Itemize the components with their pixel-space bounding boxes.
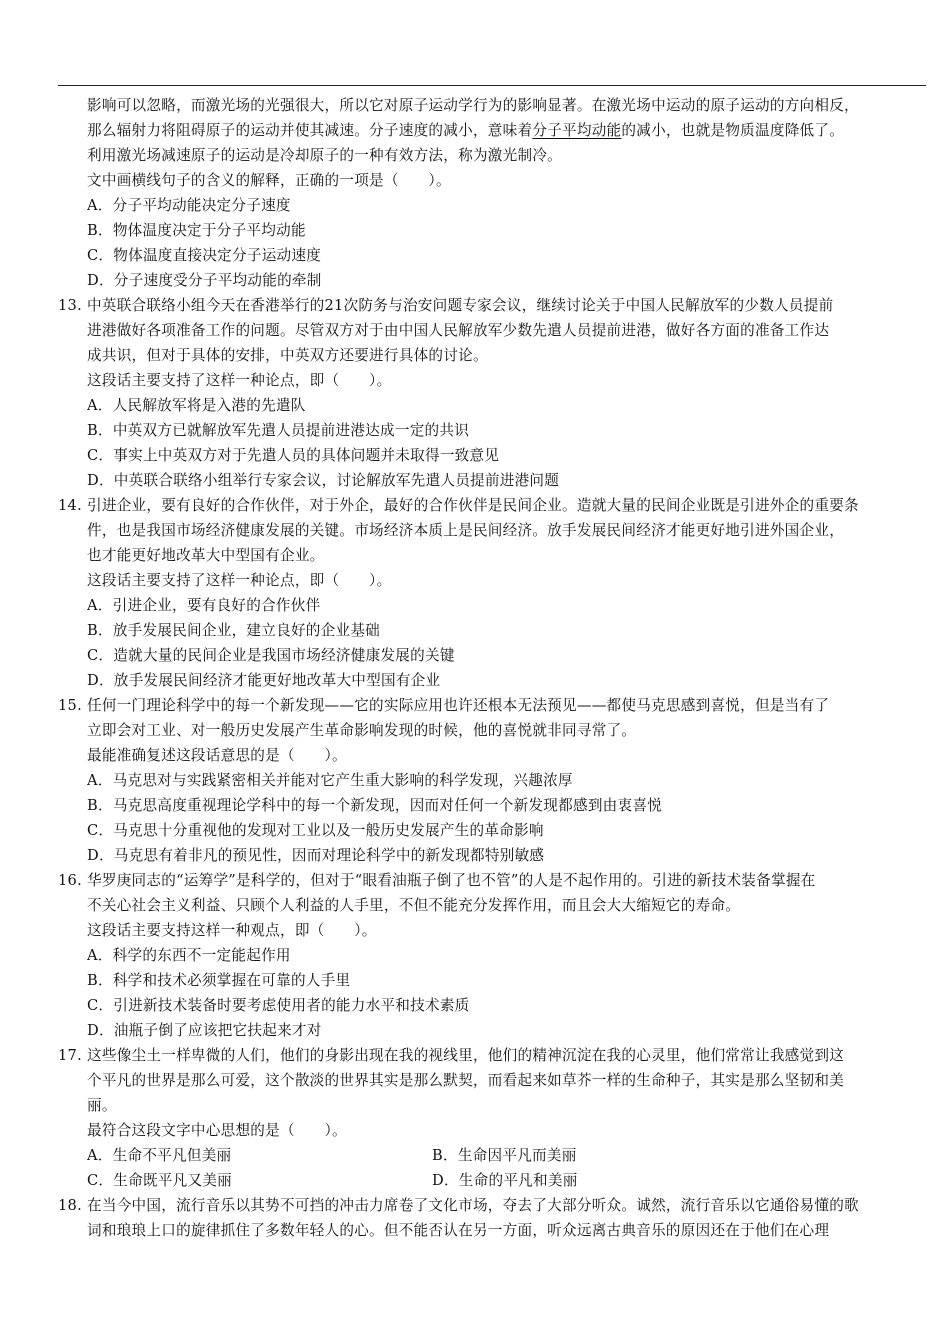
passage-line: 成共识，但对于具体的安排，中英双方还要进行具体的讨论。 [87, 347, 488, 364]
passage-line: 在当今中国，流行音乐以其势不可挡的冲击力席卷了文化市场，夺去了大部分听众。诚然，流行音乐以它通俗易懂的歌 [87, 1197, 859, 1214]
option-b: B．放手发展民间企业，建立良好的企业基础 [87, 622, 381, 639]
passage-line-part: 那么辐射力将阻碍原子的运动并使其减速。分子速度的减小，意味着 [87, 122, 533, 139]
option-c: C．造就大量的民间企业是我国市场经济健康发展的关键 [87, 647, 455, 664]
option-a: A．引进企业，要有良好的合作伙伴 [87, 597, 321, 614]
option-a: A．人民解放军将是入港的先遣队 [87, 397, 306, 414]
option-a: A．马克思对与实践紧密相关并能对它产生重大影响的科学发现，兴趣浓厚 [87, 772, 573, 789]
passage-line: 个平凡的世界是那么可爱，这个散淡的世界其实是那么默契，而看起来如草芥一样的生命种子，其实是那么坚韧和美 [87, 1072, 845, 1089]
question-number: 16. [58, 872, 82, 889]
option-a: A．科学的东西不一定能起作用 [87, 947, 291, 964]
passage-line: 引进企业，要有良好的合作伙伴，对于外企，最好的合作伙伴是民间企业。造就大量的民间企业既是引进外企的重要条 [87, 497, 859, 514]
option-c: C．物体温度直接决定分子运动速度 [87, 247, 322, 264]
option-b: B．生命因平凡而美丽 [432, 1147, 577, 1164]
question-number: 14. [58, 497, 82, 514]
question-number: 17. [58, 1047, 82, 1064]
question-number: 13. [58, 297, 82, 314]
passage-line-part: 的减小，也就是物质温度降低了。 [621, 122, 845, 139]
passage-line: 词和琅琅上口的旋律抓住了多数年轻人的心。但不能否认在另一方面，听众远离古典音乐的原因还在于他们在心理 [87, 1222, 830, 1239]
question-17 [58, 1043, 933, 1193]
question-18 [58, 1193, 933, 1243]
option-b: B．科学和技术必须掌握在可靠的人手里 [87, 972, 351, 989]
option-c: C．生命既平凡又美丽 [87, 1172, 233, 1189]
passage-line: 这些像尘土一样卑微的人们，他们的身影出现在我的视线里，他们的精神沉淀在我的心灵里，他们常常让我感觉到这 [87, 1047, 845, 1064]
option-row [87, 1143, 933, 1168]
question-stem: 这段话主要支持这样一种观点，即（ ）。 [87, 922, 377, 939]
passage-line: 影响可以忽略，而激光场的光强很大，所以它对原子运动学行为的影响显著。在激光场中运动的原子运动的方向相反， [87, 97, 859, 114]
option-a: A．生命不平凡但美丽 [87, 1147, 232, 1164]
option-b: B．物体温度决定于分子平均动能 [87, 222, 306, 239]
question-stem: 这段话主要支持了这样一种论点，即（ ）。 [87, 372, 392, 389]
option-c: C．引进新技术装备时要考虑使用者的能力水平和技术素质 [87, 997, 470, 1014]
question-number: 18. [58, 1197, 82, 1214]
option-b: B．中英双方已就解放军先遣人员提前进港达成一定的共识 [87, 422, 470, 439]
question-stem: 最符合这段文字中心思想的是（ ）。 [87, 1122, 347, 1139]
passage-line: 进港做好各项准备工作的问题。尽管双方对于由中国人民解放军少数先遣人员提前进港，做好各方面的准备工作达 [87, 322, 830, 339]
passage-line: 不关心社会主义利益、只顾个人利益的人手里，不但不能充分发挥作用，而且会大大缩短它的寿命。 [87, 897, 741, 914]
passage-line: 件，也是我国市场经济健康发展的关键。市场经济本质上是民间经济。放手发展民间经济才能更好地引进外国企业， [87, 522, 845, 539]
passage-line: 立即会对工业、对一般历史发展产生革命影响发现的时候，他的喜悦就非同寻常了。 [87, 722, 637, 739]
option-d: D．中英联合联络小组举行专家会议，讨论解放军先遣人员提前进港问题 [87, 472, 560, 489]
passage-line: 丽。 [87, 1097, 117, 1114]
option-d: D．分子速度受分子平均动能的牵制 [87, 272, 322, 289]
passage-line [87, 118, 933, 143]
header-rule [58, 85, 926, 86]
intro-passage [58, 93, 933, 293]
option-d: D．马克思有着非凡的预见性，因而对理论科学中的新发现都特别敏感 [87, 847, 545, 864]
question-13 [58, 293, 933, 493]
underlined-phrase: 分子平均动能 [532, 122, 622, 139]
option-d: D．放手发展民间经济才能更好地改革大中型国有企业 [87, 672, 441, 689]
option-row [87, 1168, 933, 1193]
exam-page-content [58, 93, 933, 1243]
option-d: D．生命的平凡和美丽 [432, 1172, 578, 1189]
question-stem: 这段话主要支持了这样一种论点，即（ ）。 [87, 572, 392, 589]
question-15 [58, 693, 933, 868]
question-number: 15. [58, 697, 82, 714]
option-c: C．事实上中英双方对于先遣人员的具体问题并未取得一致意见 [87, 447, 500, 464]
question-16 [58, 868, 933, 1043]
passage-line: 中英联合联络小组今天在香港举行的21次防务与治安问题专家会议，继续讨论关于中国人民解放军的少数人员提前 [87, 297, 834, 314]
passage-line: 利用激光场减速原子的运动是冷却原子的一种有效方法，称为激光制冷。 [87, 147, 563, 164]
question-stem: 文中画横线句子的含义的解释，正确的一项是（ ）。 [87, 172, 451, 189]
option-c: C．马克思十分重视他的发现对工业以及一般历史发展产生的革命影响 [87, 822, 544, 839]
passage-line: 任何一门理论科学中的每一个新发现——它的实际应用也许还根本无法预见——都使马克思感到喜悦，但是当有了 [87, 697, 830, 714]
passage-line: 华罗庚同志的“运筹学”是科学的，但对于“眼看油瓶子倒了也不管”的人是不起作用的。引进的新技术装备掌握在 [87, 872, 816, 889]
passage-line: 也才能更好地改革大中型国有企业。 [87, 547, 325, 564]
option-d: D．油瓶子倒了应该把它扶起来才对 [87, 1022, 322, 1039]
question-stem: 最能准确复述这段话意思的是（ ）。 [87, 747, 347, 764]
option-a: A．分子平均动能决定分子速度 [87, 197, 291, 214]
question-14 [58, 493, 933, 693]
option-b: B．马克思高度重视理论学科中的每一个新发现，因而对任何一个新发现都感到由衷喜悦 [87, 797, 663, 814]
